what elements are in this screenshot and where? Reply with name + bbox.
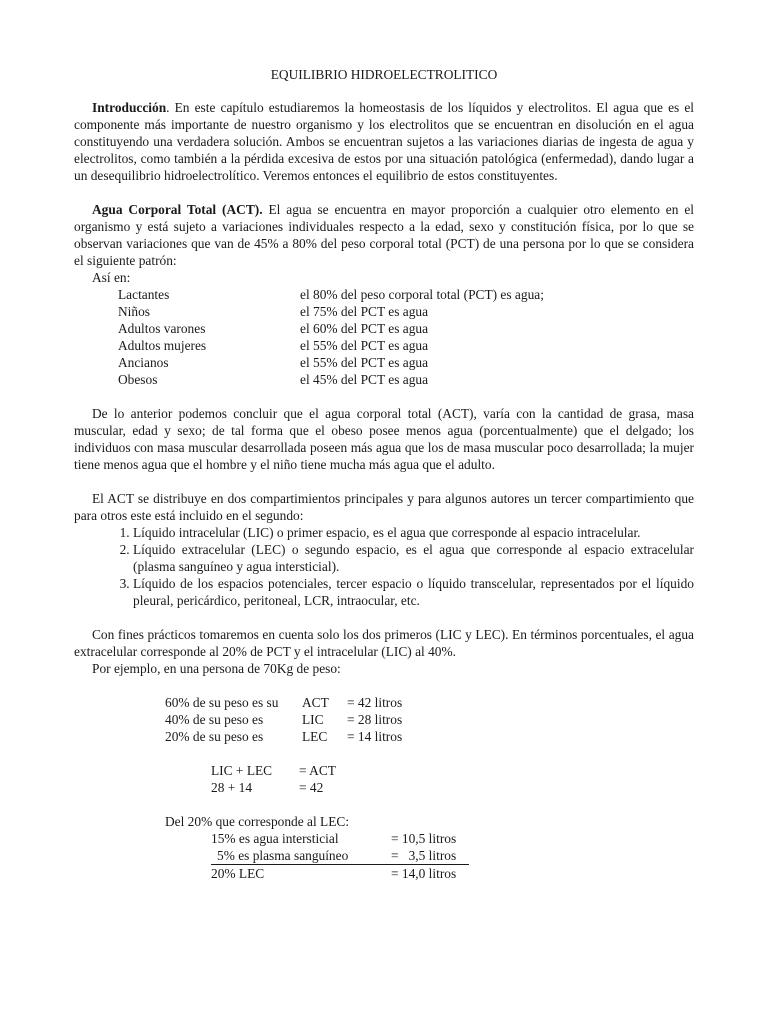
pattern-row: Obesos el 45% del PCT es agua xyxy=(118,372,429,387)
list-item: 2. Líquido extracelular (LEC) o segundo espacio, es el agua que corresponde al espacio extracelular (plasma sanguíneo y agua intersticial). xyxy=(133,541,694,575)
intro-text: . En este capítulo estudiaremos la homeostasis de los líquidos y electrolitos. El agua que es el componente más importante de nuestro organismo y los electrolitos que se encuentran en disolución en el agua constituyendo una verdadera solución. Ambos se encuentran sujetos a las variaciones diarias de ingesta de agua y electrolitos, como también a la pérdida excesiva de estos por una situación patológica (enfermedad), dando lugar a un desequilibrio hidroelectrolítico. Veremos entonces el equilibrio de estos constituyentes. xyxy=(74,100,694,183)
example-line: Por ejemplo, en una persona de 70Kg de peso: xyxy=(92,661,341,676)
document-title: EQUILIBRIO HIDROELECTROLITICO xyxy=(270,67,498,82)
calculation-table xyxy=(165,694,694,745)
pattern-row: Lactantes el 80% del peso corporal total (PCT) es agua; xyxy=(118,287,544,302)
conclusion-paragraph: De lo anterior podemos concluir que el agua corporal total (ACT), varía con la cantidad de grasa, masa muscular, edad y sexo; de tal forma que el obeso posee menos agua (porcentualmente) que el delgado; los individuos con masa muscular desarrollada poseen más agua que los de masa muscular poco desarrollada; la mujer tiene menos agua que el hombre y el niño tiene mucha más agua que el adulto. xyxy=(74,406,694,472)
document-page xyxy=(74,66,694,882)
water-pattern-table xyxy=(118,286,694,388)
lec-total-row: 20% LEC = 14,0 litros xyxy=(211,866,457,881)
pattern-row: Ancianos el 55% del PCT es agua xyxy=(118,355,429,370)
calc-row: 60% de su peso es su ACT = 42 litros xyxy=(165,695,403,710)
sum-row: 28 + 14 = 42 xyxy=(211,780,324,795)
sum-equation xyxy=(211,762,694,796)
pattern-row: Adultos mujeres el 55% del PCT es agua xyxy=(118,338,429,353)
lec-intro: Del 20% que corresponde al LEC: xyxy=(165,814,350,829)
pattern-row: Adultos varones el 60% del PCT es agua xyxy=(118,321,429,336)
compartments-list xyxy=(74,524,694,609)
list-item: 1. Líquido intracelular (LIC) o primer espacio, es el agua que corresponde al espacio intracelular. xyxy=(133,524,694,541)
lec-breakdown-table xyxy=(211,830,469,882)
intro-paragraph xyxy=(74,99,694,184)
asi-en-label: Así en: xyxy=(92,270,131,285)
lec-row: 15% es agua intersticial = 10,5 litros xyxy=(211,831,457,846)
distribution-paragraph: El ACT se distribuye en dos compartimientos principales y para algunos autores un tercer compartimiento que para otros este está incluido en el segundo: xyxy=(74,491,694,523)
act-paragraph xyxy=(74,201,694,269)
act-heading: Agua Corporal Total (ACT). xyxy=(92,202,263,217)
sum-row: LIC + LEC = ACT xyxy=(211,763,336,778)
pattern-row: Niños el 75% del PCT es agua xyxy=(118,304,429,319)
list-item: 3. Líquido de los espacios potenciales, tercer espacio o líquido transcelular, representados por el líquido pleural, pericárdico, peritoneal, LCR, intraocular, etc. xyxy=(133,575,694,609)
calc-row: 40% de su peso es LIC = 28 litros xyxy=(165,712,403,727)
practical-paragraph: Con fines prácticos tomaremos en cuenta solo los dos primeros (LIC y LEC). En términos porcentuales, el agua extracelular corresponde al 20% de PCT y el intracelular (LIC) al 40%. xyxy=(74,627,694,659)
act-text: El agua se encuentra en mayor proporción a cualquier otro elemento en el organismo y está sujeto a variaciones individuales respecto a la edad, sexo y constitución física, por lo que se observan variaciones que van de 45% a 80% del peso corporal total (PCT) de una persona por lo que se considera el siguiente patrón: xyxy=(74,202,694,268)
intro-heading: Introducción xyxy=(92,100,167,115)
calc-row: 20% de su peso es LEC = 14 litros xyxy=(165,729,403,744)
lec-row: 5% es plasma sanguíneo = 3,5 litros xyxy=(211,847,469,865)
